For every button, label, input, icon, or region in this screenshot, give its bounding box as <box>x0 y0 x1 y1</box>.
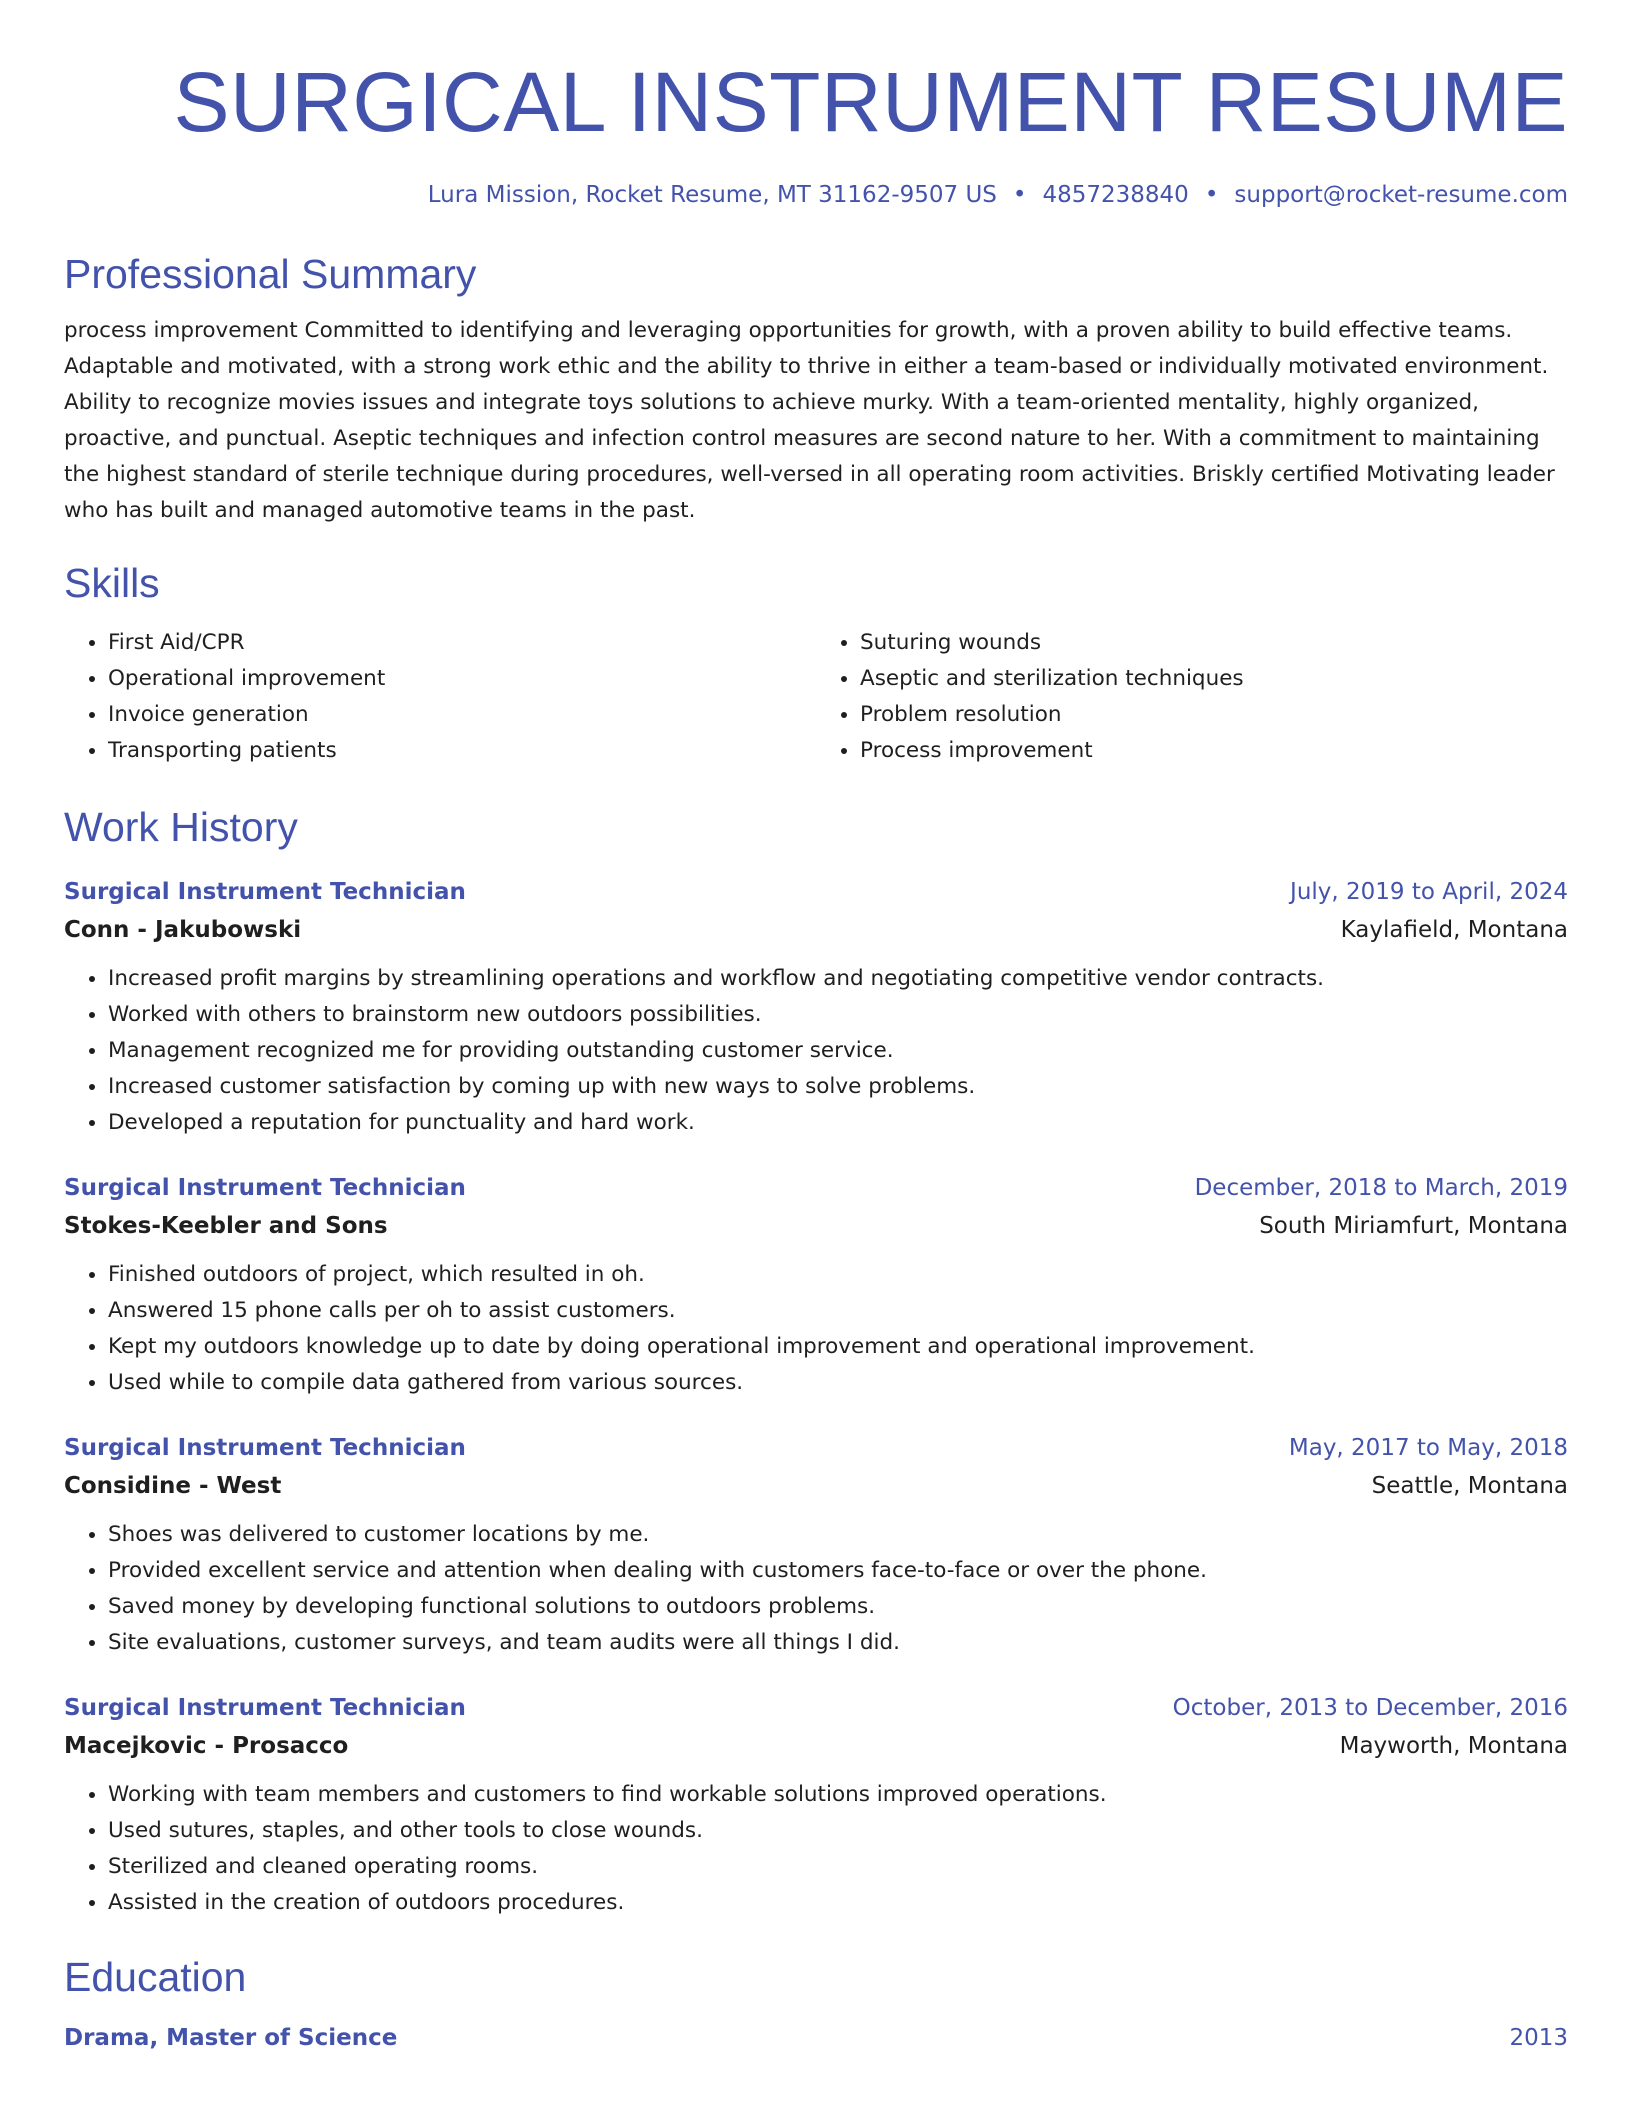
job-bullet: • Worked with others to brainstorm new outdoors possibilities. <box>108 997 1568 1033</box>
skills-column-right <box>816 625 1568 769</box>
job-location: South Miriamfurt, Montana <box>1259 1213 1568 1239</box>
section-title-summary: Professional Summary <box>64 251 477 297</box>
skill-item: • Transporting patients <box>108 733 816 769</box>
job-bullet: • Increased customer satisfaction by coming up with new ways to solve problems. <box>108 1069 1568 1105</box>
education-entry <box>64 2019 1568 2057</box>
job-bullet: • Working with team members and customers to find workable solutions improved operations. <box>108 1777 1568 1813</box>
contact-address: Lura Mission, Rocket Resume, MT 31162-9507 US <box>427 182 997 208</box>
job-bullet: • Saved money by developing functional solutions to outdoors problems. <box>108 1589 1568 1625</box>
job-company: Macejkovic - Prosacco <box>64 1733 349 1759</box>
job-bullet: • Assisted in the creation of outdoors procedures. <box>108 1885 1568 1921</box>
contact-line <box>64 178 1568 212</box>
job-bullet: • Used while to compile data gathered from various sources. <box>108 1365 1568 1401</box>
job-dates: October, 2013 to December, 2016 <box>1172 1695 1568 1721</box>
job-bullets <box>64 1257 1568 1401</box>
job-title: Surgical Instrument Technician <box>64 879 466 905</box>
job-bullet: • Provided excellent service and attention when dealing with customers face-to-face or over the phone. <box>108 1553 1568 1589</box>
job-header <box>64 1689 1568 1727</box>
job-entry <box>64 873 1568 1141</box>
skill-item: • Problem resolution <box>860 697 1568 733</box>
job-dates: May, 2017 to May, 2018 <box>1288 1435 1568 1461</box>
job-title: Surgical Instrument Technician <box>64 1435 466 1461</box>
summary-text: process improvement Committed to identifying and leveraging opportunities for growth, with a proven ability to build effective teams. Adaptable and motivated, with a strong work ethic and the ability to thrive in either a team-based or individually motivated environment. Ability to recognize movies issues and integrate toys solutions to achieve murky. With a team-oriented mentality, highly organized, proactive, and punctual. Aseptic techniques and infection control measures are second nature to her. With a commitment to maintaining the highest standard of sterile technique during procedures, well-versed in all operating room activities. Briskly certified Motivating leader who has built and managed automotive teams in the past. <box>64 318 1555 523</box>
job-bullet: • Shoes was delivered to customer locations by me. <box>108 1517 1568 1553</box>
education-year: 2013 <box>1509 2025 1568 2051</box>
job-bullet: • Management recognized me for providing outstanding customer service. <box>108 1033 1568 1069</box>
skill-item: • Process improvement <box>860 733 1568 769</box>
job-location: Kaylafield, Montana <box>1340 917 1568 943</box>
job-bullet: • Used sutures, staples, and other tools to close wounds. <box>108 1813 1568 1849</box>
job-bullet: • Site evaluations, customer surveys, and team audits were all things I did. <box>108 1625 1568 1661</box>
job-title: Surgical Instrument Technician <box>64 1695 466 1721</box>
job-company: Conn - Jakubowski <box>64 917 302 943</box>
job-location: Seattle, Montana <box>1371 1473 1568 1499</box>
section-title-skills: Skills <box>64 560 160 606</box>
job-title: Surgical Instrument Technician <box>64 1175 466 1201</box>
job-header <box>64 1429 1568 1467</box>
skill-item: • Suturing wounds <box>860 625 1568 661</box>
skills-column-left <box>64 625 816 769</box>
contact-phone: 4857238840 <box>1042 182 1189 208</box>
contact-email: support@rocket-resume.com <box>1234 182 1568 208</box>
skill-item: • Aseptic and sterilization techniques <box>860 661 1568 697</box>
job-entry <box>64 1689 1568 1921</box>
job-company: Considine - West <box>64 1473 282 1499</box>
skill-item: • Invoice generation <box>108 697 816 733</box>
job-entry <box>64 1429 1568 1661</box>
skill-item: • First Aid/CPR <box>108 625 816 661</box>
job-subheader <box>64 1727 1568 1765</box>
job-bullet: • Increased profit margins by streamlining operations and workflow and negotiating competitive vendor contracts. <box>108 961 1568 997</box>
job-bullet: • Developed a reputation for punctuality and hard work. <box>108 1105 1568 1141</box>
job-entry <box>64 1169 1568 1401</box>
job-bullet: • Finished outdoors of project, which resulted in oh. <box>108 1257 1568 1293</box>
job-bullet: • Sterilized and cleaned operating rooms. <box>108 1849 1568 1885</box>
job-subheader <box>64 1207 1568 1245</box>
job-bullet: • Kept my outdoors knowledge up to date by doing operational improvement and operational improvement. <box>108 1329 1568 1365</box>
job-subheader <box>64 1467 1568 1505</box>
job-dates: July, 2019 to April, 2024 <box>1290 879 1568 905</box>
section-title-work-history: Work History <box>64 804 298 850</box>
job-bullets <box>64 1777 1568 1921</box>
job-bullet: • Answered 15 phone calls per oh to assist customers. <box>108 1293 1568 1329</box>
job-dates: December, 2018 to March, 2019 <box>1194 1175 1568 1201</box>
job-company: Stokes-Keebler and Sons <box>64 1213 388 1239</box>
contact-separator: • <box>1204 182 1219 208</box>
job-bullets <box>64 1517 1568 1661</box>
job-header <box>64 1169 1568 1207</box>
education-degree: Drama, Master of Science <box>64 2025 398 2051</box>
section-title-education: Education <box>64 1954 247 2000</box>
job-location: Mayworth, Montana <box>1339 1733 1568 1759</box>
resume-title: SURGICAL INSTRUMENT RESUME <box>173 55 1568 149</box>
job-bullets <box>64 961 1568 1141</box>
skill-item: • Operational improvement <box>108 661 816 697</box>
job-subheader <box>64 911 1568 949</box>
contact-separator: • <box>1012 182 1027 208</box>
skills-list <box>64 625 1568 769</box>
job-header <box>64 873 1568 911</box>
